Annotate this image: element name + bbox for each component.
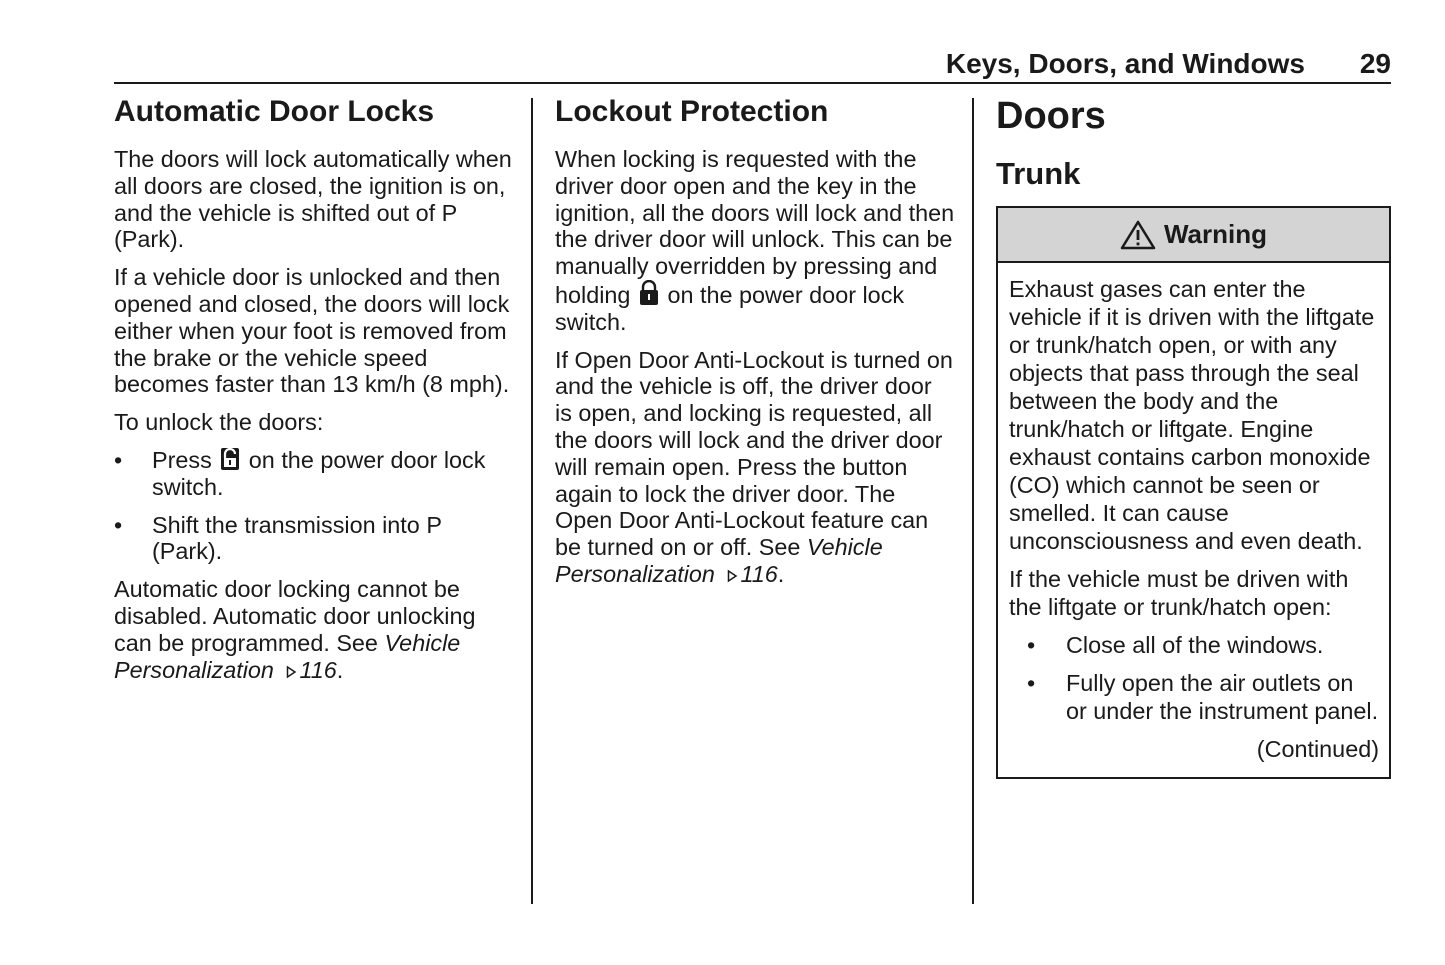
cross-reference-link[interactable]: Vehicle Personalization — [114, 629, 461, 683]
page-number: 29 — [1359, 48, 1391, 79]
warning-steps-list — [1009, 631, 1379, 725]
bullet: • — [114, 446, 123, 473]
cross-reference-link[interactable]: Vehicle Personalization — [555, 534, 883, 587]
warning-body — [998, 263, 1389, 777]
bullet: • — [1027, 632, 1036, 658]
reference-page-number[interactable]: 116 — [740, 560, 778, 587]
paragraph: Exhaust gases can enter the vehicle if it is driven with the liftgate or trunk/hatch open, or with any objects that pass through the seal between the body and the trunk/hatch or liftgate. Engine exhaust contains carbon monoxide (CO) which cannot be seen or smelled. It can cause unconsciousness and even death. — [1009, 276, 1375, 554]
paragraph: When locking is requested with the driver door open and the key in the ignition, all the doors will lock and then the driver door will unlock. This can be manually overridden by pressing and holding on the power door lock switch. — [555, 146, 955, 335]
bullet: • — [1027, 670, 1036, 696]
unlock-steps-list — [114, 447, 514, 565]
paragraph: If Open Door Anti-Lockout is turned on and the vehicle is off, the driver door is open, and locking is requested, all the doors will lock and the driver door will remain open. Press the button again to lock the driver door. The Open Door Anti-Lockout feature can be turned on or off. See Vehicle Personalization 116. — [555, 346, 953, 587]
list-item: • Press on the power door lock switch. — [114, 446, 486, 500]
column-lockout-protection — [555, 94, 955, 599]
warning-box — [996, 206, 1391, 779]
bullet: • — [114, 511, 123, 538]
page-header — [114, 46, 1391, 84]
column-divider-2 — [972, 98, 974, 904]
page-reference-arrow-icon — [727, 569, 738, 583]
continued-note: (Continued) — [1256, 736, 1379, 762]
page-reference-arrow-icon — [286, 665, 297, 679]
warning-label: Warning — [1163, 219, 1268, 250]
lock-icon — [639, 280, 659, 306]
trunk-heading: Trunk — [996, 156, 1081, 191]
doors-title: Doors — [996, 95, 1106, 137]
list-item: • Shift the transmission into P (Park). — [114, 511, 442, 565]
warning-triangle-icon — [1120, 220, 1156, 250]
paragraph: The doors will lock automatically when all doors are closed, the ignition is on, and the vehicle is shifted out of P (Park). — [114, 146, 512, 253]
unlock-icon — [220, 447, 240, 471]
lockout-protection-heading: Lockout Protection — [555, 95, 829, 128]
reference-page-number[interactable]: 116 — [299, 656, 337, 683]
list-item: • Close all of the windows. — [1027, 632, 1324, 658]
paragraph: To unlock the doors: — [114, 409, 324, 436]
section-title: Keys, Doors, and Windows — [945, 48, 1305, 79]
warning-header — [998, 208, 1389, 263]
paragraph: If the vehicle must be driven with the liftgate or trunk/hatch open: — [1009, 566, 1349, 620]
list-item: • Fully open the air outlets on or under the instrument panel. — [1027, 670, 1379, 724]
column-doors — [996, 94, 1391, 779]
paragraph: Automatic door locking cannot be disabled. Automatic door unlocking can be programmed. See Vehicle Personalization 116. — [114, 576, 476, 683]
paragraph: If a vehicle door is unlocked and then opened and closed, the doors will lock either when your foot is removed from the brake or the vehicle speed becomes faster than 13 km/h (8 mph). — [114, 264, 510, 398]
column-divider-1 — [531, 98, 533, 904]
column-automatic-door-locks — [114, 94, 514, 694]
automatic-door-locks-heading: Automatic Door Locks — [114, 95, 435, 128]
